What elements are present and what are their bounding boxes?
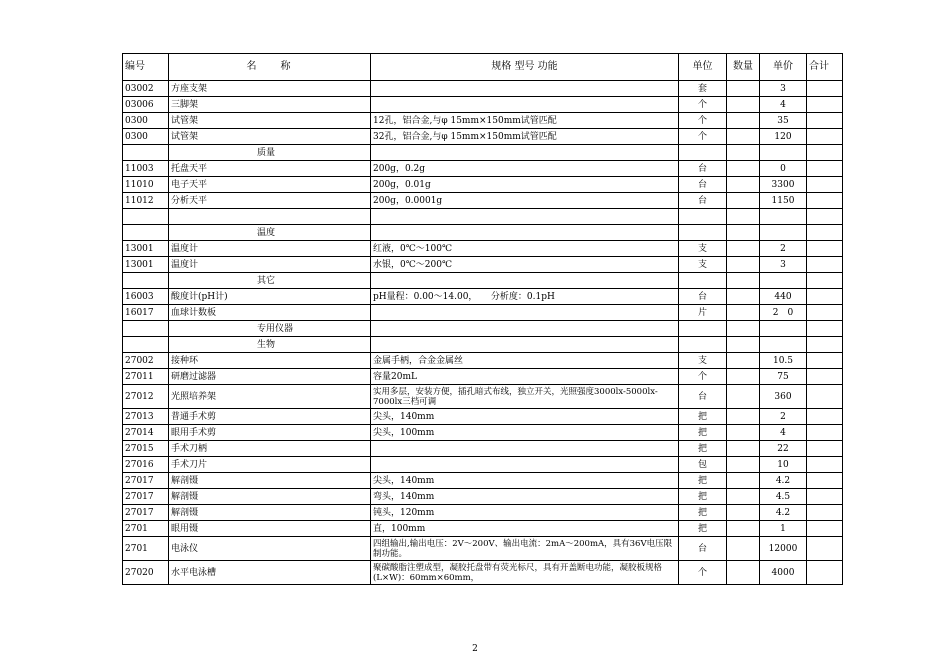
cell-qty	[727, 441, 760, 457]
table-row	[123, 97, 843, 113]
section-label: 温度	[169, 225, 371, 241]
cell-empty	[679, 225, 727, 241]
cell-code: 27014	[123, 425, 169, 441]
cell-code	[123, 225, 169, 241]
cell-price: 1	[760, 521, 807, 537]
cell-price: 120	[760, 129, 807, 145]
cell-code: 2701	[123, 537, 169, 561]
cell-spec: 容量20mL	[371, 369, 679, 385]
cell-spec: 实用多层，安装方便，插孔暗式布线，独立开关，光照强度3000lx-5000lx-7000lx三档可调	[371, 385, 679, 409]
cell-unit: 片	[679, 305, 727, 321]
cell-spec: 200g，0.2g	[371, 161, 679, 177]
section-row	[123, 321, 843, 337]
cell-price: 22	[760, 441, 807, 457]
cell-price: 440	[760, 289, 807, 305]
cell-empty	[807, 145, 843, 161]
cell-name: 方座支架	[169, 81, 371, 97]
cell-qty	[727, 305, 760, 321]
cell-total	[807, 537, 843, 561]
cell-spec	[371, 305, 679, 321]
cell-unit: 把	[679, 489, 727, 505]
cell-qty	[727, 257, 760, 273]
cell-code: 27017	[123, 473, 169, 489]
cell-price: 360	[760, 385, 807, 409]
cell-name: 解剖镊	[169, 489, 371, 505]
cell-total	[807, 385, 843, 409]
cell-name: 解剖镊	[169, 505, 371, 521]
cell-empty	[679, 145, 727, 161]
cell-name: 手术刀片	[169, 457, 371, 473]
cell-qty	[727, 97, 760, 113]
cell-empty	[679, 209, 727, 225]
cell-unit: 支	[679, 353, 727, 369]
cell-spec: 12孔，铝合金,与φ 15mm×150mm试管匹配	[371, 113, 679, 129]
section-row	[123, 225, 843, 241]
cell-spec	[371, 81, 679, 97]
cell-name: 水平电泳槽	[169, 561, 371, 585]
cell-total	[807, 177, 843, 193]
cell-unit: 把	[679, 521, 727, 537]
cell-code: 27012	[123, 385, 169, 409]
cell-price: 3	[760, 81, 807, 97]
cell-price: 2	[760, 409, 807, 425]
cell-name: 电子天平	[169, 177, 371, 193]
cell-empty	[371, 225, 679, 241]
header-total: 合计	[807, 54, 843, 81]
cell-total	[807, 113, 843, 129]
cell-price: 4.5	[760, 489, 807, 505]
table-row	[123, 409, 843, 425]
header-qty: 数量	[727, 54, 760, 81]
page-number: 2	[472, 644, 478, 654]
section-label: 质量	[169, 145, 371, 161]
cell-empty	[371, 337, 679, 353]
cell-qty	[727, 537, 760, 561]
cell-empty	[727, 273, 760, 289]
cell-total	[807, 561, 843, 585]
cell-code: 11010	[123, 177, 169, 193]
cell-spec: 聚碳酸脂注塑成型，凝胶托盘带有荧光标尺，具有开盖断电功能，凝胶板规格(L×W)：60mm×60mm，	[371, 561, 679, 585]
cell-spec: 红液，0℃～100℃	[371, 241, 679, 257]
cell-empty	[760, 209, 807, 225]
cell-name: 眼用手术剪	[169, 425, 371, 441]
table-row	[123, 561, 843, 585]
cell-unit: 个	[679, 97, 727, 113]
table-row	[123, 241, 843, 257]
cell-name: 光照培养架	[169, 385, 371, 409]
table-row	[123, 305, 843, 321]
cell-code: 27017	[123, 505, 169, 521]
cell-unit: 个	[679, 561, 727, 585]
section-label: 专用仪器	[169, 321, 371, 337]
cell-price: 3300	[760, 177, 807, 193]
cell-price: 1150	[760, 193, 807, 209]
cell-price: 4	[760, 97, 807, 113]
header-name: 名称	[169, 54, 371, 81]
cell-spec: 尖头，100mm	[371, 425, 679, 441]
header-code: 编号	[123, 54, 169, 81]
cell-total	[807, 505, 843, 521]
cell-empty	[727, 225, 760, 241]
cell-spec	[371, 97, 679, 113]
cell-qty	[727, 129, 760, 145]
cell-price: 4000	[760, 561, 807, 585]
table-row	[123, 385, 843, 409]
cell-qty	[727, 81, 760, 97]
cell-empty	[760, 321, 807, 337]
table-row	[123, 81, 843, 97]
cell-total	[807, 441, 843, 457]
cell-name: 血球计数板	[169, 305, 371, 321]
cell-empty	[727, 337, 760, 353]
header-spec: 规格 型号 功能	[371, 54, 679, 81]
cell-name: 试管架	[169, 129, 371, 145]
table-row	[123, 441, 843, 457]
cell-name: 三脚架	[169, 97, 371, 113]
cell-code: 27002	[123, 353, 169, 369]
cell-spec	[371, 457, 679, 473]
cell-empty	[807, 225, 843, 241]
cell-price: 10	[760, 457, 807, 473]
cell-name: 分析天平	[169, 193, 371, 209]
cell-empty	[371, 273, 679, 289]
cell-spec: 32孔，铝合金,与φ 15mm×150mm试管匹配	[371, 129, 679, 145]
cell-qty	[727, 177, 760, 193]
cell-qty	[727, 385, 760, 409]
cell-empty	[760, 225, 807, 241]
table-row	[123, 369, 843, 385]
cell-spec: 200g，0.01g	[371, 177, 679, 193]
cell-price: 2 0	[760, 305, 807, 321]
table-body	[123, 81, 843, 585]
cell-code: 27011	[123, 369, 169, 385]
table-row	[123, 457, 843, 473]
section-row	[123, 273, 843, 289]
header-unit: 单位	[679, 54, 727, 81]
cell-name: 研磨过滤器	[169, 369, 371, 385]
cell-total	[807, 257, 843, 273]
cell-total	[807, 289, 843, 305]
cell-spec: 尖头，140mm	[371, 409, 679, 425]
cell-unit: 台	[679, 385, 727, 409]
cell-name: 托盘天平	[169, 161, 371, 177]
cell-unit: 台	[679, 177, 727, 193]
cell-unit: 把	[679, 505, 727, 521]
cell-empty	[760, 273, 807, 289]
cell-name: 酸度计(pH计)	[169, 289, 371, 305]
cell-qty	[727, 409, 760, 425]
cell-name: 试管架	[169, 113, 371, 129]
cell-unit: 包	[679, 457, 727, 473]
section-label: 其它	[169, 273, 371, 289]
cell-name: 解剖镊	[169, 473, 371, 489]
cell-unit: 个	[679, 369, 727, 385]
cell-code: 27016	[123, 457, 169, 473]
cell-price: 12000	[760, 537, 807, 561]
cell-code: 0300	[123, 113, 169, 129]
cell-price: 4.2	[760, 505, 807, 521]
cell-unit: 把	[679, 409, 727, 425]
cell-code: 16017	[123, 305, 169, 321]
equipment-table	[122, 53, 843, 585]
table-row	[123, 161, 843, 177]
cell-code: 13001	[123, 257, 169, 273]
cell-spec: 尖头，140mm	[371, 473, 679, 489]
cell-qty	[727, 473, 760, 489]
section-row	[123, 337, 843, 353]
table-row	[123, 473, 843, 489]
cell-empty	[679, 273, 727, 289]
cell-name: 接种环	[169, 353, 371, 369]
cell-qty	[727, 113, 760, 129]
cell-empty	[371, 145, 679, 161]
cell-empty	[371, 321, 679, 337]
price-list-sheet	[122, 53, 842, 585]
cell-empty	[679, 321, 727, 337]
cell-empty	[371, 209, 679, 225]
section-label: 生物	[169, 337, 371, 353]
cell-qty	[727, 369, 760, 385]
table-row	[123, 425, 843, 441]
cell-qty	[727, 161, 760, 177]
cell-qty	[727, 505, 760, 521]
header-price: 单价	[760, 54, 807, 81]
cell-unit: 台	[679, 289, 727, 305]
cell-total	[807, 161, 843, 177]
cell-qty	[727, 425, 760, 441]
cell-empty	[123, 209, 169, 225]
cell-name: 温度计	[169, 241, 371, 257]
cell-unit: 把	[679, 425, 727, 441]
cell-unit: 支	[679, 257, 727, 273]
cell-price: 4.2	[760, 473, 807, 489]
cell-code: 11012	[123, 193, 169, 209]
cell-qty	[727, 457, 760, 473]
cell-empty	[807, 209, 843, 225]
cell-code: 27017	[123, 489, 169, 505]
cell-total	[807, 409, 843, 425]
cell-empty	[679, 337, 727, 353]
section-row	[123, 145, 843, 161]
cell-qty	[727, 561, 760, 585]
cell-code: 27020	[123, 561, 169, 585]
cell-price: 2	[760, 241, 807, 257]
cell-code	[123, 273, 169, 289]
cell-qty	[727, 289, 760, 305]
cell-qty	[727, 193, 760, 209]
cell-code: 03002	[123, 81, 169, 97]
cell-total	[807, 457, 843, 473]
cell-unit: 个	[679, 129, 727, 145]
cell-total	[807, 305, 843, 321]
cell-unit: 把	[679, 441, 727, 457]
table-row	[123, 537, 843, 561]
cell-total	[807, 473, 843, 489]
table-row	[123, 113, 843, 129]
cell-empty	[727, 321, 760, 337]
cell-name: 温度计	[169, 257, 371, 273]
cell-qty	[727, 353, 760, 369]
cell-unit: 支	[679, 241, 727, 257]
cell-total	[807, 425, 843, 441]
cell-qty	[727, 241, 760, 257]
cell-spec: pH量程：0.00～14.00， 分析度：0.1pH	[371, 289, 679, 305]
cell-name: 手术刀柄	[169, 441, 371, 457]
cell-code: 03006	[123, 97, 169, 113]
cell-price: 35	[760, 113, 807, 129]
cell-total	[807, 521, 843, 537]
cell-empty	[169, 209, 371, 225]
table-row	[123, 353, 843, 369]
table-row	[123, 177, 843, 193]
blank-row	[123, 209, 843, 225]
cell-code	[123, 337, 169, 353]
cell-unit: 套	[679, 81, 727, 97]
cell-spec: 水银，0℃～200℃	[371, 257, 679, 273]
cell-name: 电泳仪	[169, 537, 371, 561]
cell-name: 眼用镊	[169, 521, 371, 537]
table-row	[123, 521, 843, 537]
cell-spec: 金属手柄，合金金属丝	[371, 353, 679, 369]
cell-code: 13001	[123, 241, 169, 257]
cell-total	[807, 353, 843, 369]
table-row	[123, 489, 843, 505]
cell-empty	[727, 145, 760, 161]
cell-empty	[807, 321, 843, 337]
cell-total	[807, 81, 843, 97]
cell-empty	[807, 337, 843, 353]
cell-code: 2701	[123, 521, 169, 537]
cell-price: 10.5	[760, 353, 807, 369]
cell-code: 27015	[123, 441, 169, 457]
cell-unit: 台	[679, 161, 727, 177]
cell-code: 27013	[123, 409, 169, 425]
cell-code: 0300	[123, 129, 169, 145]
cell-spec: 四组输出,输出电压：2V～200V、输出电流：2mA～200mA，具有36V电压限制功能。	[371, 537, 679, 561]
cell-spec: 直，100mm	[371, 521, 679, 537]
cell-empty	[760, 145, 807, 161]
cell-name: 普通手术剪	[169, 409, 371, 425]
cell-empty	[760, 337, 807, 353]
cell-unit: 台	[679, 193, 727, 209]
table-row	[123, 257, 843, 273]
cell-code: 16003	[123, 289, 169, 305]
cell-total	[807, 193, 843, 209]
cell-price: 4	[760, 425, 807, 441]
cell-total	[807, 369, 843, 385]
cell-unit: 个	[679, 113, 727, 129]
table-row	[123, 193, 843, 209]
cell-code	[123, 321, 169, 337]
header-row	[123, 54, 843, 81]
cell-spec: 200g，0.0001g	[371, 193, 679, 209]
cell-spec: 钝头，120mm	[371, 505, 679, 521]
cell-unit: 把	[679, 473, 727, 489]
table-row	[123, 289, 843, 305]
cell-total	[807, 489, 843, 505]
cell-empty	[727, 209, 760, 225]
cell-price: 3	[760, 257, 807, 273]
cell-price: 0	[760, 161, 807, 177]
cell-total	[807, 97, 843, 113]
cell-price: 75	[760, 369, 807, 385]
cell-total	[807, 129, 843, 145]
cell-spec: 弯头，140mm	[371, 489, 679, 505]
cell-qty	[727, 489, 760, 505]
cell-spec	[371, 441, 679, 457]
cell-unit: 台	[679, 537, 727, 561]
cell-code: 11003	[123, 161, 169, 177]
table-row	[123, 129, 843, 145]
cell-qty	[727, 521, 760, 537]
cell-empty	[807, 273, 843, 289]
table-row	[123, 505, 843, 521]
cell-code	[123, 145, 169, 161]
cell-total	[807, 241, 843, 257]
